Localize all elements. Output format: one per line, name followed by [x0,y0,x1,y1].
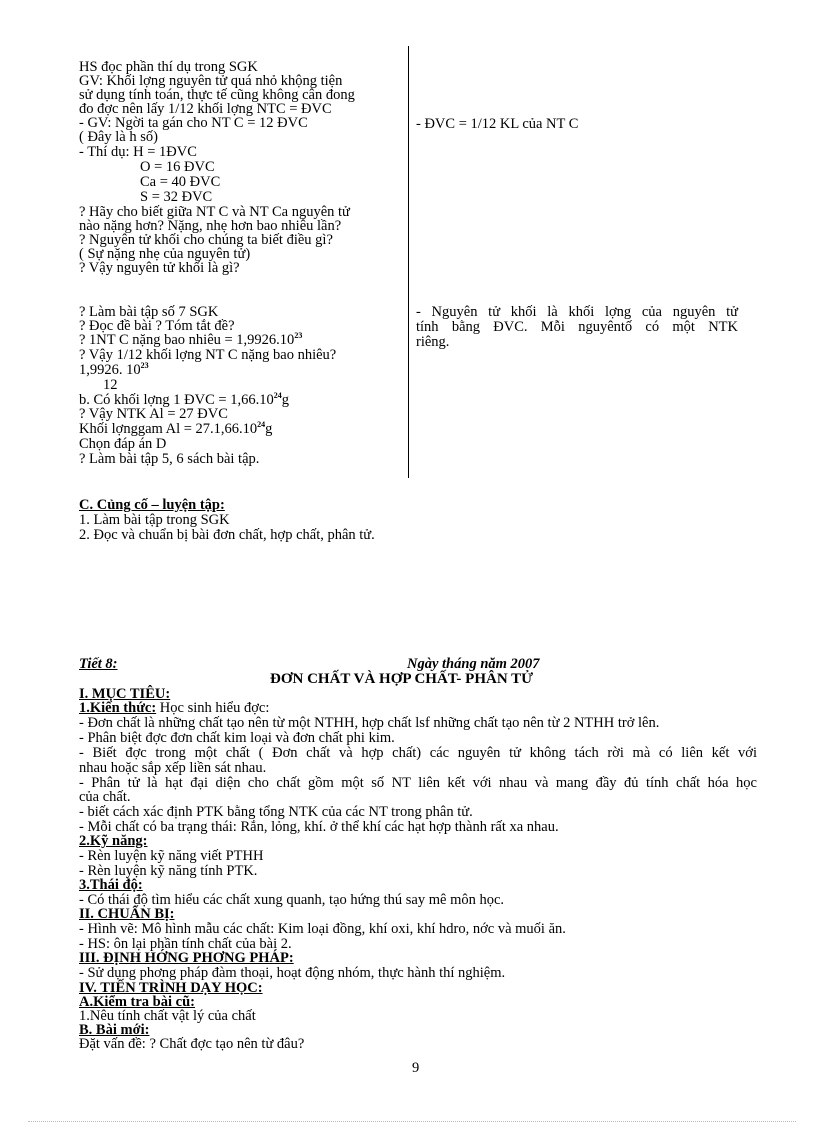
preparation-2: - HS: ôn lại phần tính chất của bài 2. [79,936,292,952]
review-1: 1.Nêu tính chất vật lý của chất [79,1008,256,1024]
method-1: - Sử dụng phơng pháp đàm thoại, hoạt động nhóm, thực hành thí nghiệm. [79,965,506,981]
teacher-line-3: sử dụng tính toán, thực tế cũng không cân đong [79,87,355,103]
heading-new-lesson: B. Bài mới: [79,1022,150,1038]
preparation-1: - Hình vẽ: Mô hình mẫu các chất: Kim loại đồng, khí oxi, khí hdro, nớc và muối ăn. [79,921,566,937]
knowledge-3a: - Biết đợc trong một chất ( Đơn chất và hợp chất) các nguyên tử không tách rời mà có liên kết với [79,745,757,761]
exercise-denominator: 12 [103,377,118,393]
exercise-line-8: ? Vậy NTK Al = 27 ĐVC [79,406,228,422]
teacher-line-12: nào nặng hơn? Nặng, nhẹ hơn bao nhiêu lần? [79,218,342,234]
teacher-line-13: ? Nguyên tử khối cho chúng ta biết điều gì? [79,232,333,248]
example-o: O = 16 ĐVC [140,159,215,175]
lesson-date: Ngày tháng năm 2007 [407,656,540,672]
exercise-line-9: Khối lợnggam $Al = 27.1,66.10^{24}g$ [79,420,273,437]
lesson-title: ĐƠN CHẤT VÀ HỢP CHẤT- PHÂN TỬ [270,671,534,687]
heading-objectives: I. MỤC TIÊU: [79,686,171,702]
heading-knowledge: 1.Kiến thức: [79,700,157,716]
exercise-line-10: Chọn đáp án D [79,436,167,452]
heading-method: III. ĐỊNH HỚNG PHƠNG PHÁP: [79,950,294,966]
skill-1: - Rèn luyện kỹ năng viết PTHH [79,848,264,864]
attitude-1: - Có thái độ tìm hiểu các chất xung quanh, tạo hứng thú say mê môn học. [79,892,505,908]
teacher-line-7: - Thí dụ: H = 1ĐVC [79,144,197,160]
exercise-line-5: 1,9926. $10^{23}$ [79,361,149,378]
section-c-item-1: 1. Làm bài tập trong SGK [79,512,230,528]
heading-review: A.Kiểm tra bài cũ: [79,994,195,1010]
knowledge-4b: của chất. [79,789,131,805]
exercise-line-7: b. Có khối lợng 1 ĐVC = $1,66.10^{24}g$ [79,391,289,408]
teacher-line-11: ? Hãy cho biết giữa NT C và NT Ca nguyên tử [79,204,350,220]
skill-2: - Rèn luyện kỹ năng tính PTK. [79,863,258,879]
page-bottom-border [28,1121,796,1122]
heading-preparation: II. CHUẨN BỊ: [79,906,175,922]
teacher-line-14: ( Sự nặng nhẹ của nguyên tử) [79,246,251,262]
knowledge-5: - biết cách xác định PTK bằng tổng NTK của các NT trong phân tử. [79,804,473,820]
heading-attitude: 3.Thái độ: [79,877,143,893]
heading-procedure: IV. TIẾN TRÌNH DẠY HỌC: [79,980,263,996]
new-lesson-1: Đặt vấn đề: ? Chất đợc tạo nên từ đâu? [79,1036,305,1052]
knowledge-line: 1.Kiến thức: Học sinh hiểu đợc: [79,700,270,716]
teacher-line-4: đo đợc nên lấy 1/12 khối lợng NTC = ĐVC [79,101,332,117]
exercise-line-1: ? Làm bài tập số 7 SGK [79,304,219,320]
ntk-definition-2: tính bằng ĐVC. Mỗi nguyêntố có một NTK [416,319,738,335]
exercise-line-4: ? Vậy 1/12 khối lợng NT C nặng bao nhiêu? [79,347,337,363]
knowledge-3b: nhau hoặc sắp xếp liền sát nhau. [79,760,267,776]
section-c-heading: C. Củng cố – luyện tập: [79,497,225,513]
exercise-line-2: ? Đọc đề bài ? Tóm tắt đề? [79,318,235,334]
heading-skills: 2.Kỹ năng: [79,833,148,849]
teacher-line-15: ? Vậy nguyên tử khối là gì? [79,260,240,276]
knowledge-2: - Phân biệt đợc đơn chất kim loại và đơn chất phi kim. [79,730,395,746]
section-c-item-2: 2. Đọc và chuẩn bị bài đơn chất, hợp chất, phân tử. [79,527,375,543]
table-divider [408,46,409,478]
page-number: 9 [412,1060,420,1076]
exercise-line-3: ? 1NT C nặng bao nhiêu = $1,9926.10^{23}$ [79,331,303,348]
ntk-definition-3: riêng. [416,334,450,350]
example-ca: Ca = 40 ĐVC [140,174,221,190]
example-s: S = 32 ĐVC [140,189,213,205]
lesson-number: Tiết 8: [79,656,118,672]
teacher-line-1: HS đọc phần thí dụ trong SGK [79,59,258,75]
knowledge-1: - Đơn chất là những chất tạo nên từ một NTHH, hợp chất lsf những chất tạo nên từ 2 NTHH trở lên. [79,715,660,731]
ntk-definition-1: - Nguyên tử khối là khối lợng của nguyên tử [416,304,738,320]
teacher-line-6: ( Đây là h số) [79,129,158,145]
teacher-line-5: - GV: Ngời ta gán cho NT C = 12 ĐVC [79,115,308,131]
teacher-line-2: GV: Khối lợng nguyên tử quá nhỏ khộng tiện [79,73,343,89]
knowledge-6: - Mỗi chất có ba trạng thái: Rắn, lỏng, khí. ở thể khí các hạt hợp thành rất xa nhau. [79,819,559,835]
exercise-line-11: ? Làm bài tập 5, 6 sách bài tập. [79,451,260,467]
dvc-definition: - ĐVC = 1/12 KL của NT C [416,116,579,132]
knowledge-4a: - Phân tử là hạt đại diện cho chất gồm một số NT liên kết với nhau và mang đầy đủ tính chất hóa học [79,775,757,791]
